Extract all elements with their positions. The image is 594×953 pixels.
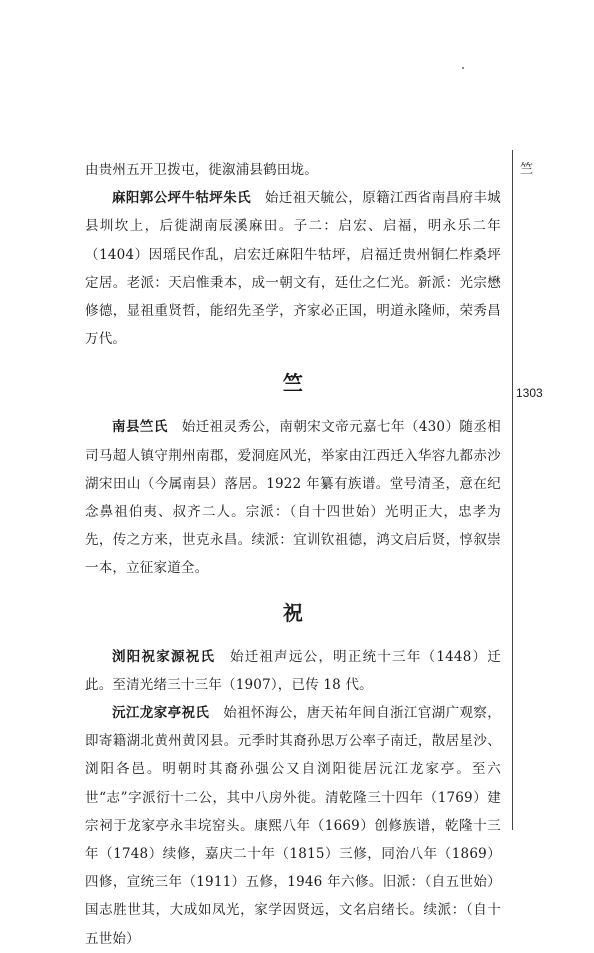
entry-text: 始祖怀海公，唐天祐年间自浙江官湖广观察，即寄籍湖北黄州黄冈县。元季时其裔孙思万公率子南迁，散居星沙、浏阳各邑。明朝时其裔孙强公又自浏阳徙居沅江龙家亭。至六世“志”字派衍十二公，其中八房外徙。清乾隆三十四年（1769）建宗祠于龙家亭永丰垸窑头。康熙八年（1669）创修族谱，乾隆十三年（1748）续修，嘉庆二十年（1815）三修，同治八年（1869）四修，宣统三年（1911）五修，1946 年六修。旧派：（自五世始）国志胜世其，大成如凤光，家学因贤远，文名启绪长。续派：（自十五世始）	[85, 705, 502, 947]
running-head: 竺	[520, 162, 534, 177]
continued-paragraph	[85, 156, 501, 184]
text-column	[85, 156, 501, 953]
clan-entry-zhu-nanxian	[85, 413, 501, 582]
surname-heading-zhu: 竺	[282, 371, 304, 396]
clan-entry-zhu-mayang	[85, 184, 501, 353]
entry-name: 南县竺氏	[112, 419, 168, 436]
clan-entry-zhu-liuyang	[85, 643, 501, 699]
entry-text: 始迁祖声远公，明正统十三年（1448）迁此。至清光绪三十三年（1907），已传 18 代。	[85, 648, 501, 693]
print-speck	[462, 67, 464, 69]
entry-name: 浏阳祝家源祝氏	[112, 648, 216, 665]
entry-text: 始迁祖天毓公，原籍江西省南昌府丰城县圳坎上，后徙湖南辰溪麻田。子二：启宏、启福，明永乐二年（1404）因瑶民作乱，启宏迁麻阳牛牯坪，启福迁贵州铜仁柞桑坪定居。老派：天启惟秉本，成一朝文有，廷仕之仁光。新派：光宗懋修德，显祖重贤哲，能绍先圣学，齐家必正国，明道永隆师，荣秀昌万代。	[85, 190, 502, 348]
entry-name: 麻阳郭公坪牛牯坪朱氏	[112, 190, 251, 207]
clan-entry-zhu-yuanjiang	[85, 699, 501, 953]
paragraph-text: 由贵州五开卫拨屯，徙溆浦县鹤田垅。	[85, 162, 318, 178]
entry-name: 沅江龙家亭祝氏	[112, 705, 210, 722]
entry-text: 始迁祖灵秀公，南朝宋文帝元嘉七年（430）随丞相司马超人镇守荆州南郡，爱洞庭风光，举家由江西迁入华容九都赤沙湖宋田山（今属南县）落居。1922 年纂有族谱。堂号清圣，意在纪念鼻祖伯夷、叔齐二人。宗派：（自十四世始）光明正大，忠孝为先，传之方来，世克永昌。续派：宜训钦祖德，鸿文启后贤，惇叙崇一本，立征家道全。	[85, 419, 501, 577]
margin-rule	[512, 150, 513, 830]
surname-heading-zhu-blessing: 祝	[282, 600, 304, 625]
page-number: 1303	[516, 386, 543, 400]
